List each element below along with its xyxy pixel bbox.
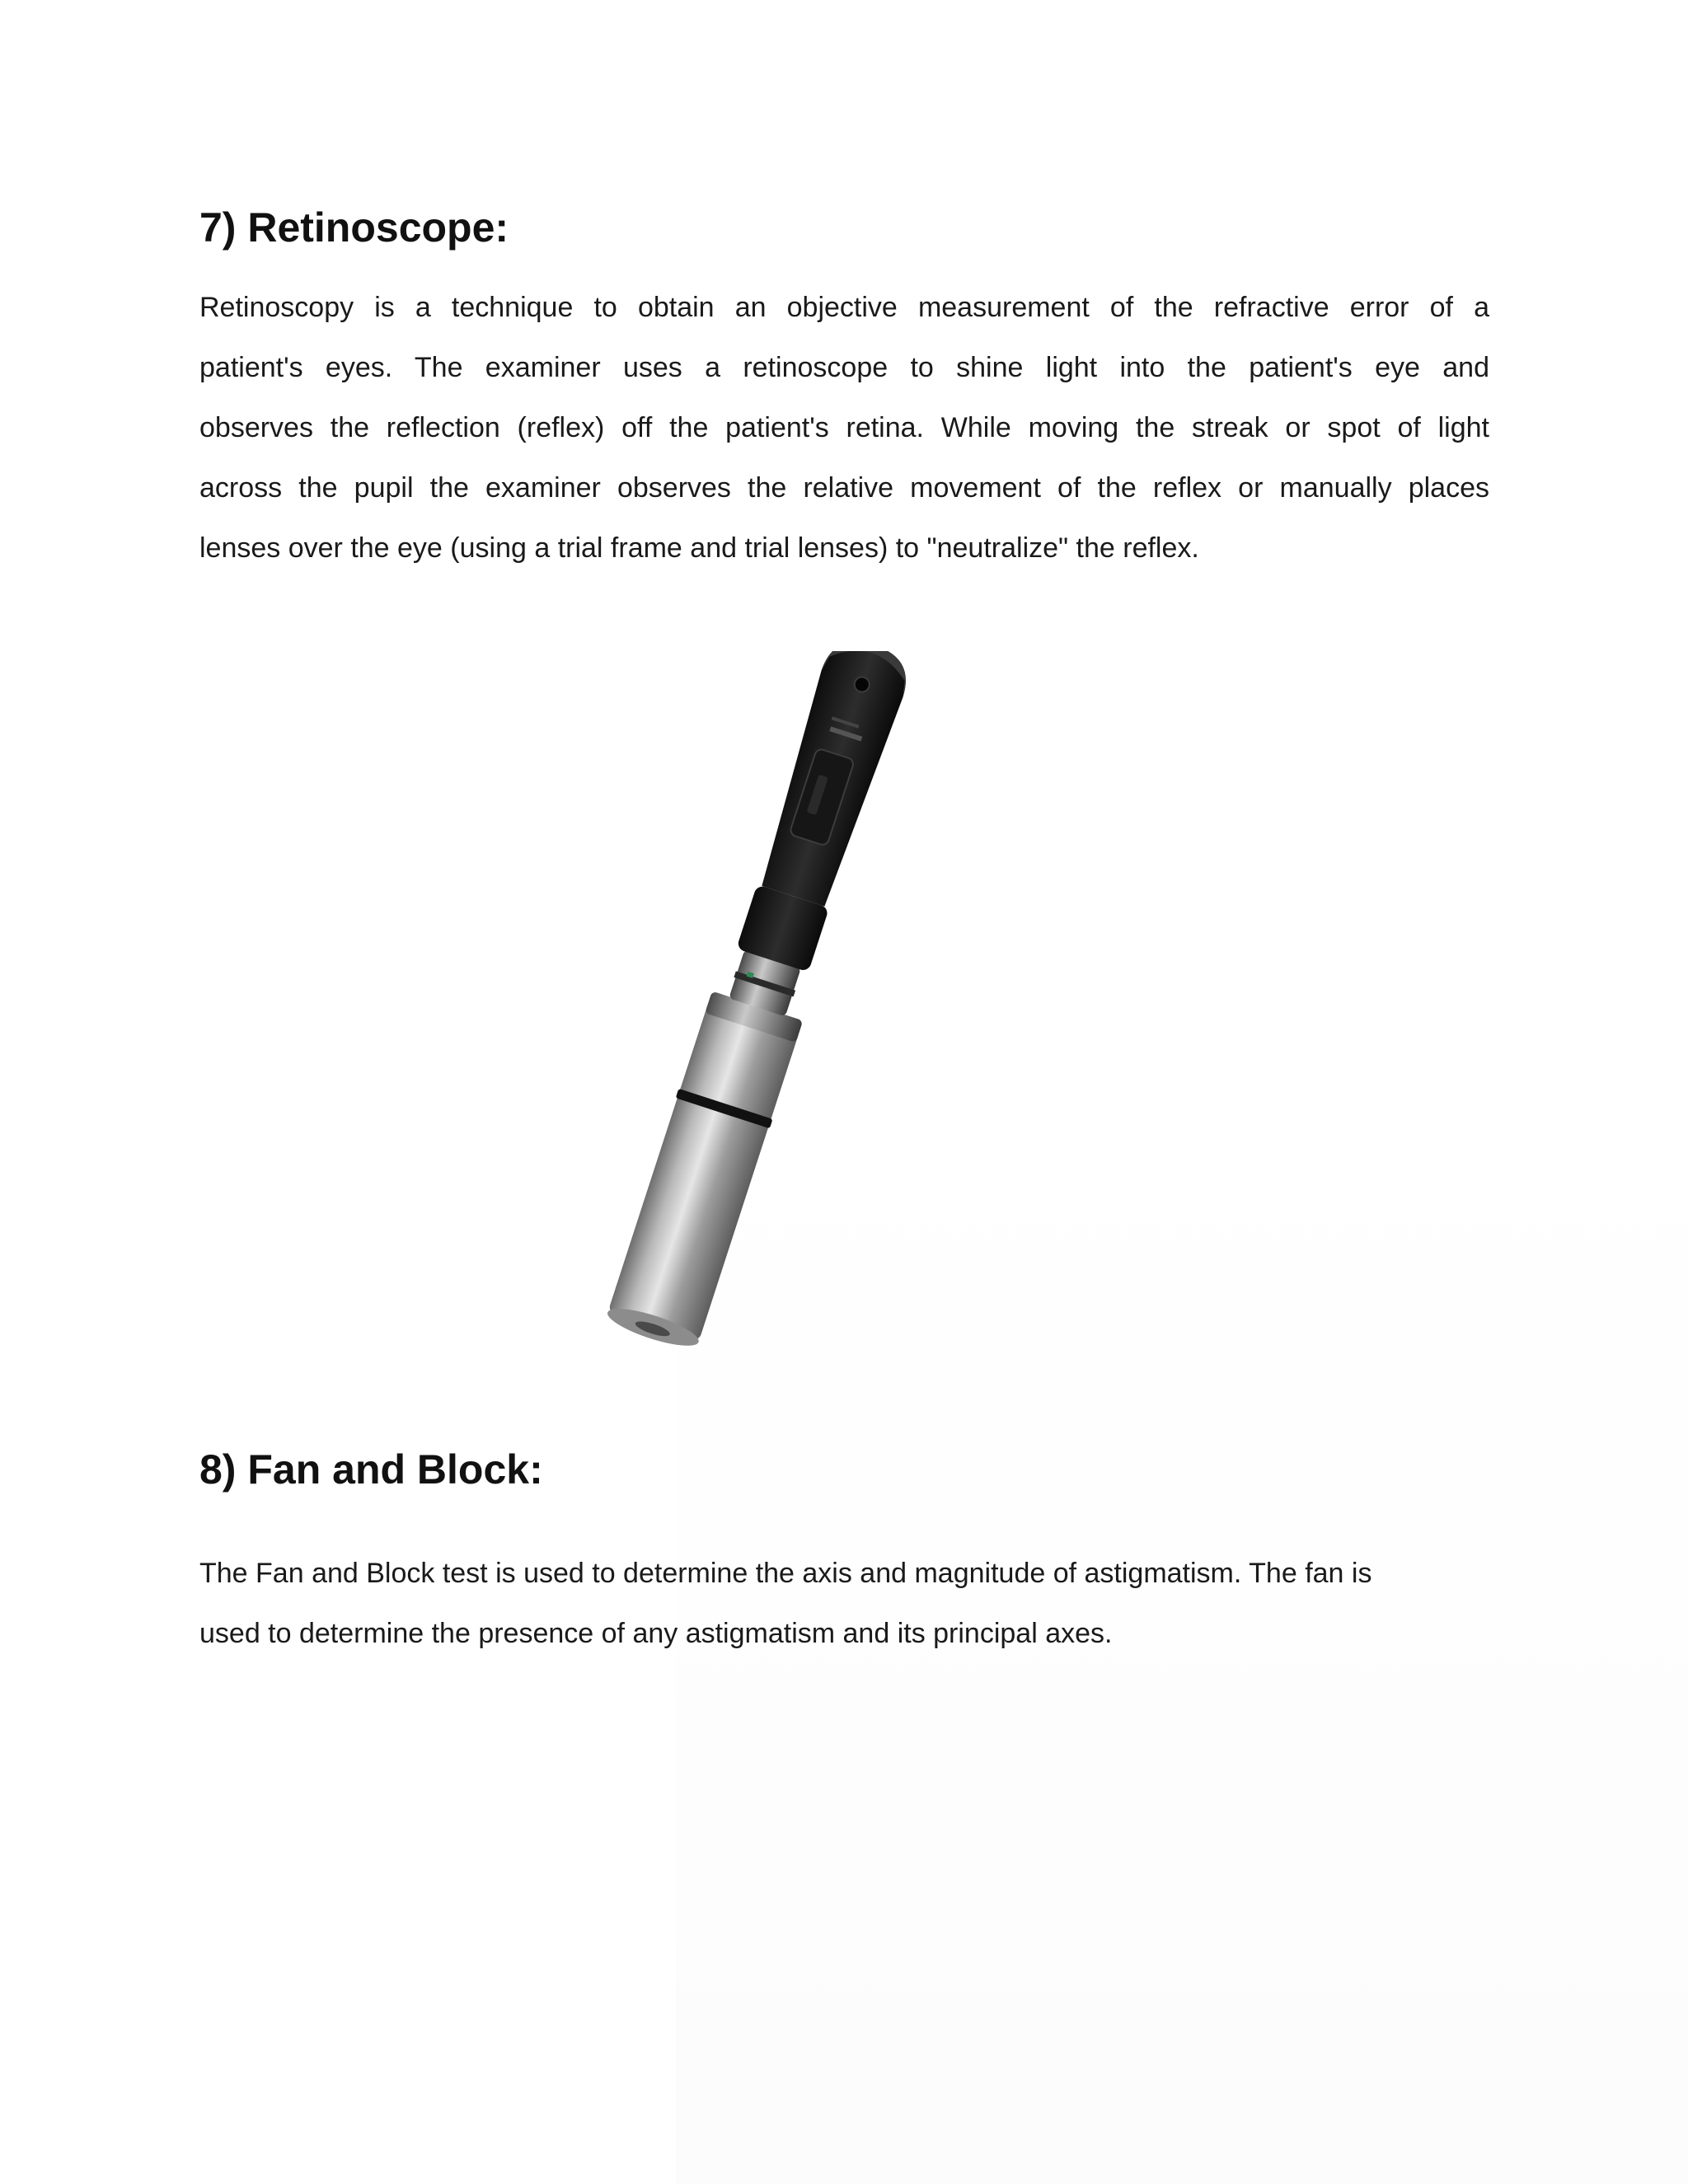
section-heading-fan-and-block: 8) Fan and Block: bbox=[199, 1446, 543, 1493]
paragraph-line: The Fan and Block test is used to determine the axis and magnitude of astigmatism. The fan is bbox=[199, 1558, 1372, 1589]
paragraph-line: across the pupil the examiner observes the relative movement of the reflex or manually places bbox=[199, 472, 1489, 504]
paragraph-retinoscopy bbox=[199, 278, 1489, 579]
retinoscope-image bbox=[593, 651, 1055, 1360]
retinoscope-illustration bbox=[593, 651, 1055, 1360]
paragraph-line: patient's eyes. The examiner uses a retinoscope to shine light into the patient's eye and bbox=[199, 352, 1489, 383]
paragraph-line: lenses over the eye (using a trial frame and trial lenses) to "neutralize" the reflex. bbox=[199, 532, 1199, 564]
retinoscope-handle bbox=[607, 999, 800, 1342]
paragraph-line: Retinoscopy is a technique to obtain an objective measurement of the refractive error of a bbox=[199, 292, 1489, 323]
section-heading-retinoscope: 7) Retinoscope: bbox=[199, 204, 509, 251]
paragraph-line: observes the reflection (reflex) off the patient's retina. While moving the streak or spot of light bbox=[199, 412, 1489, 443]
paragraph-line: used to determine the presence of any astigmatism and its principal axes. bbox=[199, 1618, 1113, 1649]
paragraph-fan-and-block bbox=[199, 1544, 1489, 1664]
